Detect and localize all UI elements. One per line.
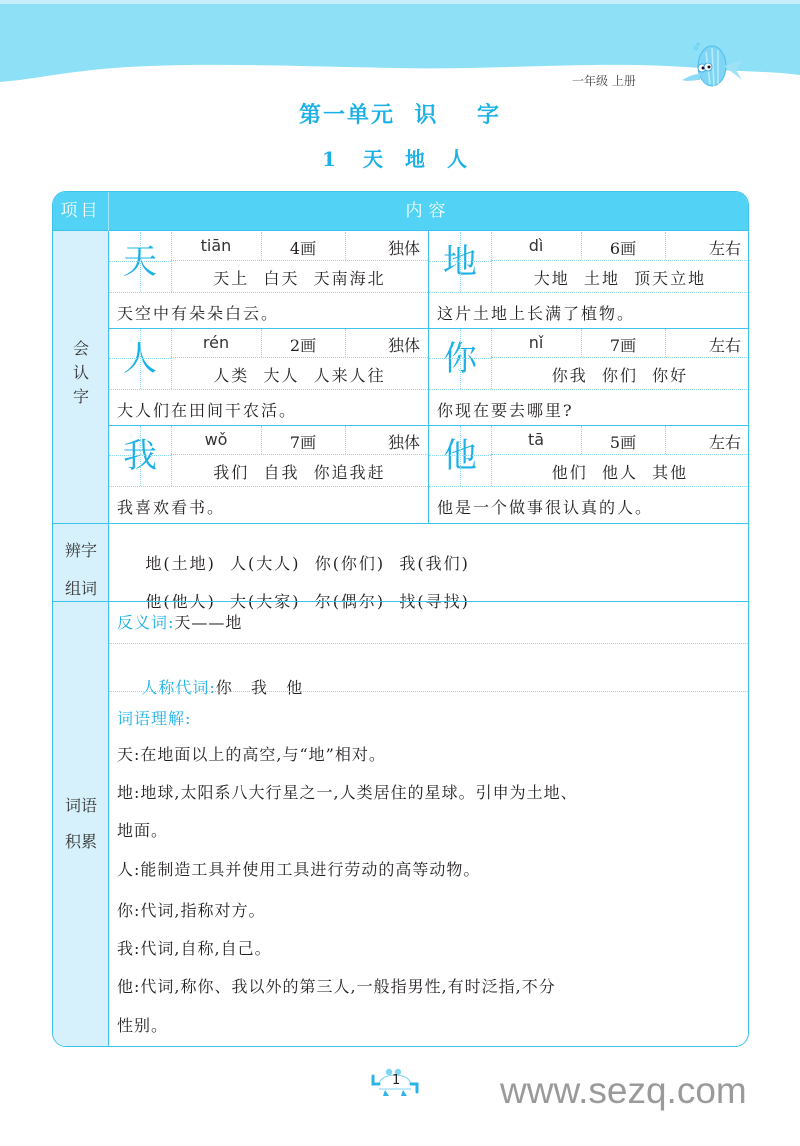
char-card-di bbox=[429, 232, 749, 329]
section-label-vocabulary bbox=[53, 788, 109, 860]
big-char: 我 bbox=[123, 436, 157, 476]
example-words: 我们 自我 你追我赶 bbox=[213, 463, 386, 482]
lesson-char: 地 bbox=[404, 147, 425, 171]
pinyin: dì bbox=[528, 236, 544, 255]
big-char: 地 bbox=[443, 242, 477, 282]
lesson-number: 1 bbox=[322, 147, 336, 171]
stroke-count: 4画 bbox=[289, 239, 317, 258]
section-divider bbox=[53, 601, 748, 602]
stroke-count: 7画 bbox=[609, 336, 637, 355]
stroke-count: 7画 bbox=[289, 433, 317, 452]
pinyin: nǐ bbox=[528, 333, 544, 352]
grid-guide bbox=[429, 358, 491, 359]
structure: 左右 bbox=[708, 336, 741, 355]
big-char: 你 bbox=[443, 339, 477, 379]
vocabulary-label-line2: 积累 bbox=[64, 832, 97, 851]
section-label-recognize bbox=[53, 337, 109, 409]
grid-guide bbox=[460, 232, 461, 292]
section-label-distinguish bbox=[53, 532, 109, 608]
cell-divider bbox=[171, 357, 428, 358]
word-group: 尔(偶尔) bbox=[314, 592, 386, 611]
cell-divider bbox=[429, 389, 749, 390]
definition-line: 人:能制造工具并使用工具进行劳动的高等动物。 bbox=[117, 860, 481, 879]
study-table bbox=[52, 191, 749, 1047]
definition-line: 天:在地面以上的高空,与“地”相对。 bbox=[117, 745, 386, 764]
grid-guide bbox=[140, 329, 141, 389]
grid-guide bbox=[109, 261, 171, 262]
row-divider-dotted bbox=[109, 643, 749, 644]
definition-line: 地面。 bbox=[117, 821, 169, 840]
cell-divider bbox=[109, 389, 428, 390]
word-group: 地(土地) bbox=[145, 554, 216, 573]
antonym-line bbox=[117, 610, 242, 633]
row-divider-dotted bbox=[109, 691, 749, 692]
structure: 左右 bbox=[708, 239, 741, 258]
example-words: 人类 大人 人来人往 bbox=[213, 366, 386, 385]
word-group: 他(他人) bbox=[145, 592, 216, 611]
unit-title: 第一单元 识 字 bbox=[299, 103, 501, 128]
section-divider bbox=[53, 523, 748, 524]
pinyin: wǒ bbox=[204, 430, 228, 449]
definition-line: 我:代词,自称,自己。 bbox=[117, 939, 272, 958]
word-group: 你(你们) bbox=[314, 554, 386, 573]
structure: 左右 bbox=[708, 433, 741, 452]
char-card-ren bbox=[109, 329, 428, 426]
pinyin: rén bbox=[202, 333, 230, 352]
big-char: 人 bbox=[123, 339, 157, 379]
vocabulary-label-line1: 词语 bbox=[64, 796, 97, 815]
word-group: 找(寻找) bbox=[399, 592, 470, 611]
grid-guide bbox=[140, 426, 141, 486]
header-content: 内容 bbox=[405, 201, 452, 221]
stroke-count: 2画 bbox=[289, 336, 317, 355]
big-char: 他 bbox=[443, 436, 477, 476]
cell-divider bbox=[171, 260, 428, 261]
grid-guide bbox=[429, 455, 491, 456]
grade-label: 一年级 上册 bbox=[572, 74, 636, 88]
definition-line: 性别。 bbox=[117, 1016, 169, 1035]
cell-divider bbox=[429, 486, 749, 487]
example-sentence: 大人们在田间干农活。 bbox=[117, 401, 298, 420]
example-sentence: 这片土地上长满了植物。 bbox=[437, 304, 636, 323]
char-card-ta bbox=[429, 426, 749, 523]
grid-guide bbox=[460, 329, 461, 389]
word-group: 大(大家) bbox=[230, 592, 301, 611]
example-words: 大地 土地 顶天立地 bbox=[533, 269, 707, 288]
table-header bbox=[53, 192, 748, 231]
antonym-value: 天——地 bbox=[174, 613, 243, 632]
char-card-wo bbox=[109, 426, 428, 523]
item-column-background bbox=[53, 192, 109, 1046]
definition-line: 地:地球,太阳系八大行星之一,人类居住的星球。引申为土地、 bbox=[117, 783, 578, 802]
cell-divider bbox=[109, 486, 428, 487]
grid-guide bbox=[460, 426, 461, 486]
example-sentence: 他是一个做事很认真的人。 bbox=[437, 498, 654, 517]
stroke-count: 5画 bbox=[609, 433, 637, 452]
pinyin: tiān bbox=[200, 236, 232, 255]
example-sentence: 你现在要去哪里? bbox=[437, 401, 574, 420]
cell-divider bbox=[491, 357, 749, 358]
grid-guide bbox=[109, 358, 171, 359]
lesson-char: 人 bbox=[446, 147, 467, 171]
pronoun-value: 你 我 他 bbox=[215, 678, 304, 697]
word-group: 我(我们) bbox=[399, 554, 470, 573]
page-number: 1 bbox=[392, 1073, 401, 1088]
stroke-count: 6画 bbox=[609, 239, 637, 258]
cell-divider bbox=[429, 292, 749, 293]
word-group: 人(大人) bbox=[230, 554, 301, 573]
example-words: 他们 他人 其他 bbox=[551, 463, 689, 482]
structure: 独体 bbox=[387, 239, 420, 258]
char-card-ni bbox=[429, 329, 749, 426]
grid-guide bbox=[140, 232, 141, 292]
pronoun-label: 人称代词: bbox=[141, 678, 216, 697]
example-sentence: 我喜欢看书。 bbox=[117, 498, 226, 517]
lesson-char: 天 bbox=[362, 147, 383, 171]
example-words: 你我 你们 你好 bbox=[551, 366, 689, 385]
watermark: www.sezq.com bbox=[500, 1070, 747, 1111]
lesson-title bbox=[0, 143, 800, 172]
antonym-label: 反义词: bbox=[117, 613, 175, 632]
recognize-label-text: 会认字 bbox=[72, 339, 89, 406]
definition-line: 你:代词,指称对方。 bbox=[117, 901, 266, 920]
cell-divider bbox=[171, 454, 428, 455]
cell-divider bbox=[491, 260, 749, 261]
cell-divider bbox=[491, 454, 749, 455]
cell-divider bbox=[109, 292, 428, 293]
grid-guide bbox=[109, 455, 171, 456]
grid-guide bbox=[429, 261, 491, 262]
structure: 独体 bbox=[387, 433, 420, 452]
char-card-tian bbox=[109, 232, 428, 329]
example-words: 天上 白天 天南海北 bbox=[213, 269, 386, 288]
distinguish-label-line1: 辨字 bbox=[64, 541, 97, 560]
big-char: 天 bbox=[123, 242, 157, 282]
structure: 独体 bbox=[387, 336, 420, 355]
pinyin: tā bbox=[527, 430, 545, 449]
definition-line: 他:代词,称你、我以外的第三人,一般指男性,有时泛指,不分 bbox=[117, 977, 556, 996]
fish-mascot-icon bbox=[676, 40, 748, 96]
header-item: 项目 bbox=[53, 192, 109, 231]
example-sentence: 天空中有朵朵白云。 bbox=[117, 304, 280, 323]
understanding-label: 词语理解: bbox=[117, 709, 192, 728]
distinguish-label-line2: 组词 bbox=[64, 579, 97, 598]
